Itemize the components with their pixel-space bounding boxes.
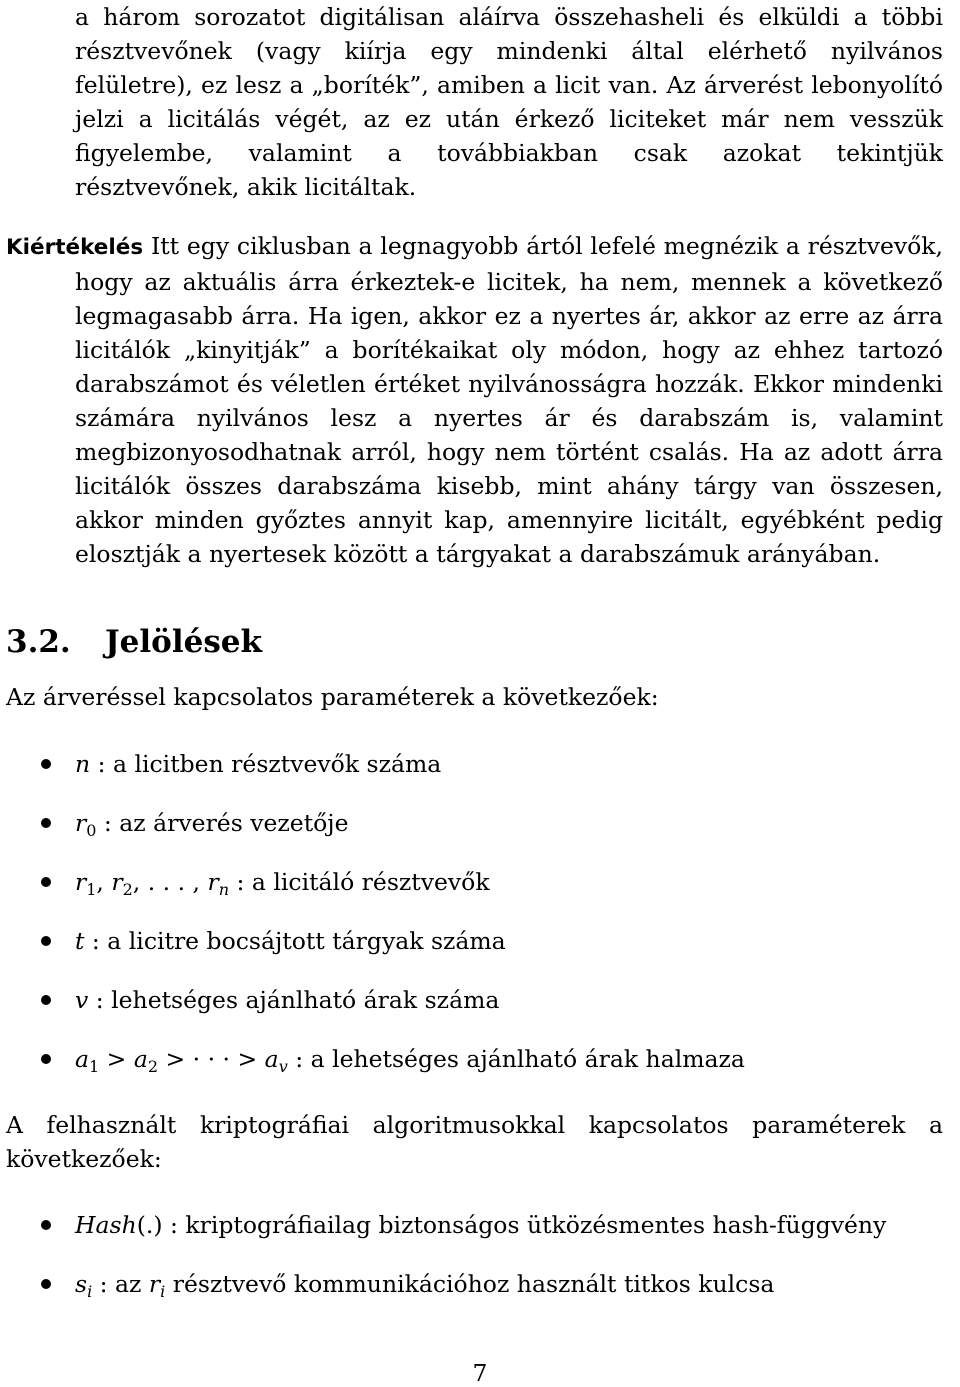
section-number: 3.2.: [6, 624, 71, 660]
symbol-s: s: [75, 1270, 88, 1298]
bullet-icon: [41, 1220, 51, 1230]
evaluation-term: Kiértékelés: [6, 235, 144, 260]
subscript-0: 0: [86, 821, 97, 840]
bullet-icon: [41, 877, 51, 887]
symbol-r: r: [148, 1270, 161, 1298]
list-item: [0, 806, 960, 865]
paragraph-envelope: a három sorozatot digitálisan aláírva összehasheli és elküldi a többi résztvevőnek (vagy kiírja egy mindenki által elérhető nyilvános felületre), ez lesz a „boríték”, amiben a licit van. Az árverést lebonyolító jelzi a licitálás végét, az ez után érkező liciteket már nem vesszük figyelembe, valamint a továbbiakban csak azokat tekintjük résztvevőnek, akik licitáltak.: [75, 3, 943, 201]
symbol-a: a: [75, 1045, 90, 1073]
subscript-i: i: [87, 1282, 93, 1301]
item-desc: : a licitre bocsájtott tárgyak száma: [84, 927, 506, 955]
page-number: 7: [472, 1359, 488, 1387]
list-item: [0, 983, 960, 1042]
symbol-hash: Hash: [75, 1211, 137, 1239]
list-item: $a_1 > a_2$ > · · · > $a_v$ : a lehetséges ajánlható árak halmaza: [0, 1042, 960, 1101]
item-desc-rest: résztvevő kommunikációhoz használt titkos kulcsa: [165, 1270, 775, 1298]
item-desc: (.) : kriptográfiailag biztonságos ütközésmentes hash-függvény: [136, 1211, 887, 1239]
list-item: [0, 1208, 960, 1267]
bullet-icon: [41, 1279, 51, 1289]
item-desc: : az árverés vezetője: [96, 809, 349, 837]
list-item: [0, 924, 960, 983]
section-heading: [6, 620, 262, 664]
item-desc: : az: [92, 1270, 149, 1298]
bullet-icon: [41, 936, 51, 946]
symbol-v: v: [75, 986, 89, 1014]
item-desc: : lehetséges ajánlható árak száma: [88, 986, 500, 1014]
symbol-n: n: [75, 750, 91, 778]
evaluation-text: Itt egy ciklusban a legnagyobb ártól lefelé megnézik a résztvevők, hogy az aktuális árra érkeztek-e licitek, ha nem, mennek a következő legmagasabb árra. Ha igen, akkor ez a nyertes ár, akkor az erre az árra licitálók „kinyitják” a borítékaikat oly módon, hogy az ehhez tartozó darabszámot és véletlen értéket nyilvánosságra hozzák. Ekkor mindenki számára nyilvános lesz a nyertes ár és darabszám is, valamint megbizonyosodhatnak arról, hogy nem történt csalás. Ha az adott árra licitálók összes darabszáma kisebb, mint ahány tárgy van összesen, akkor minden győztes annyit kap, amennyire licitált, egyébként pedig elosztják a nyertesek között a tárgyakat a darabszámuk arányában.: [75, 232, 943, 568]
list-item: [0, 747, 960, 806]
list-item: $r_1$, $r_2$, . . . , $r_n$ : a licitáló résztvevők: [0, 865, 960, 924]
item-desc: : a lehetséges ajánlható árak halmaza: [287, 1045, 745, 1073]
parameters-intro: Az árveréssel kapcsolatos paraméterek a következőek:: [6, 683, 659, 711]
paragraph-evaluation: [6, 229, 943, 571]
symbol-r: r: [75, 868, 87, 896]
item-desc: : a licitben résztvevők száma: [90, 750, 442, 778]
list-item: [0, 1267, 960, 1326]
crypto-parameter-list: [0, 1208, 960, 1326]
auction-parameter-list: [0, 747, 960, 1101]
section-title: Jelölések: [105, 624, 262, 660]
crypto-intro: A felhasznált kriptográfiai algoritmusokkal kapcsolatos paraméterek a következőek:: [6, 1111, 943, 1173]
bullet-icon: [41, 995, 51, 1005]
bullet-icon: [41, 1054, 51, 1064]
bullet-icon: [41, 759, 51, 769]
symbol-t: t: [75, 927, 85, 955]
item-desc: : a licitáló résztvevők: [229, 868, 490, 896]
bullet-icon: [41, 818, 51, 828]
subscript-i: i: [160, 1282, 166, 1301]
symbol-r: r: [75, 809, 87, 837]
